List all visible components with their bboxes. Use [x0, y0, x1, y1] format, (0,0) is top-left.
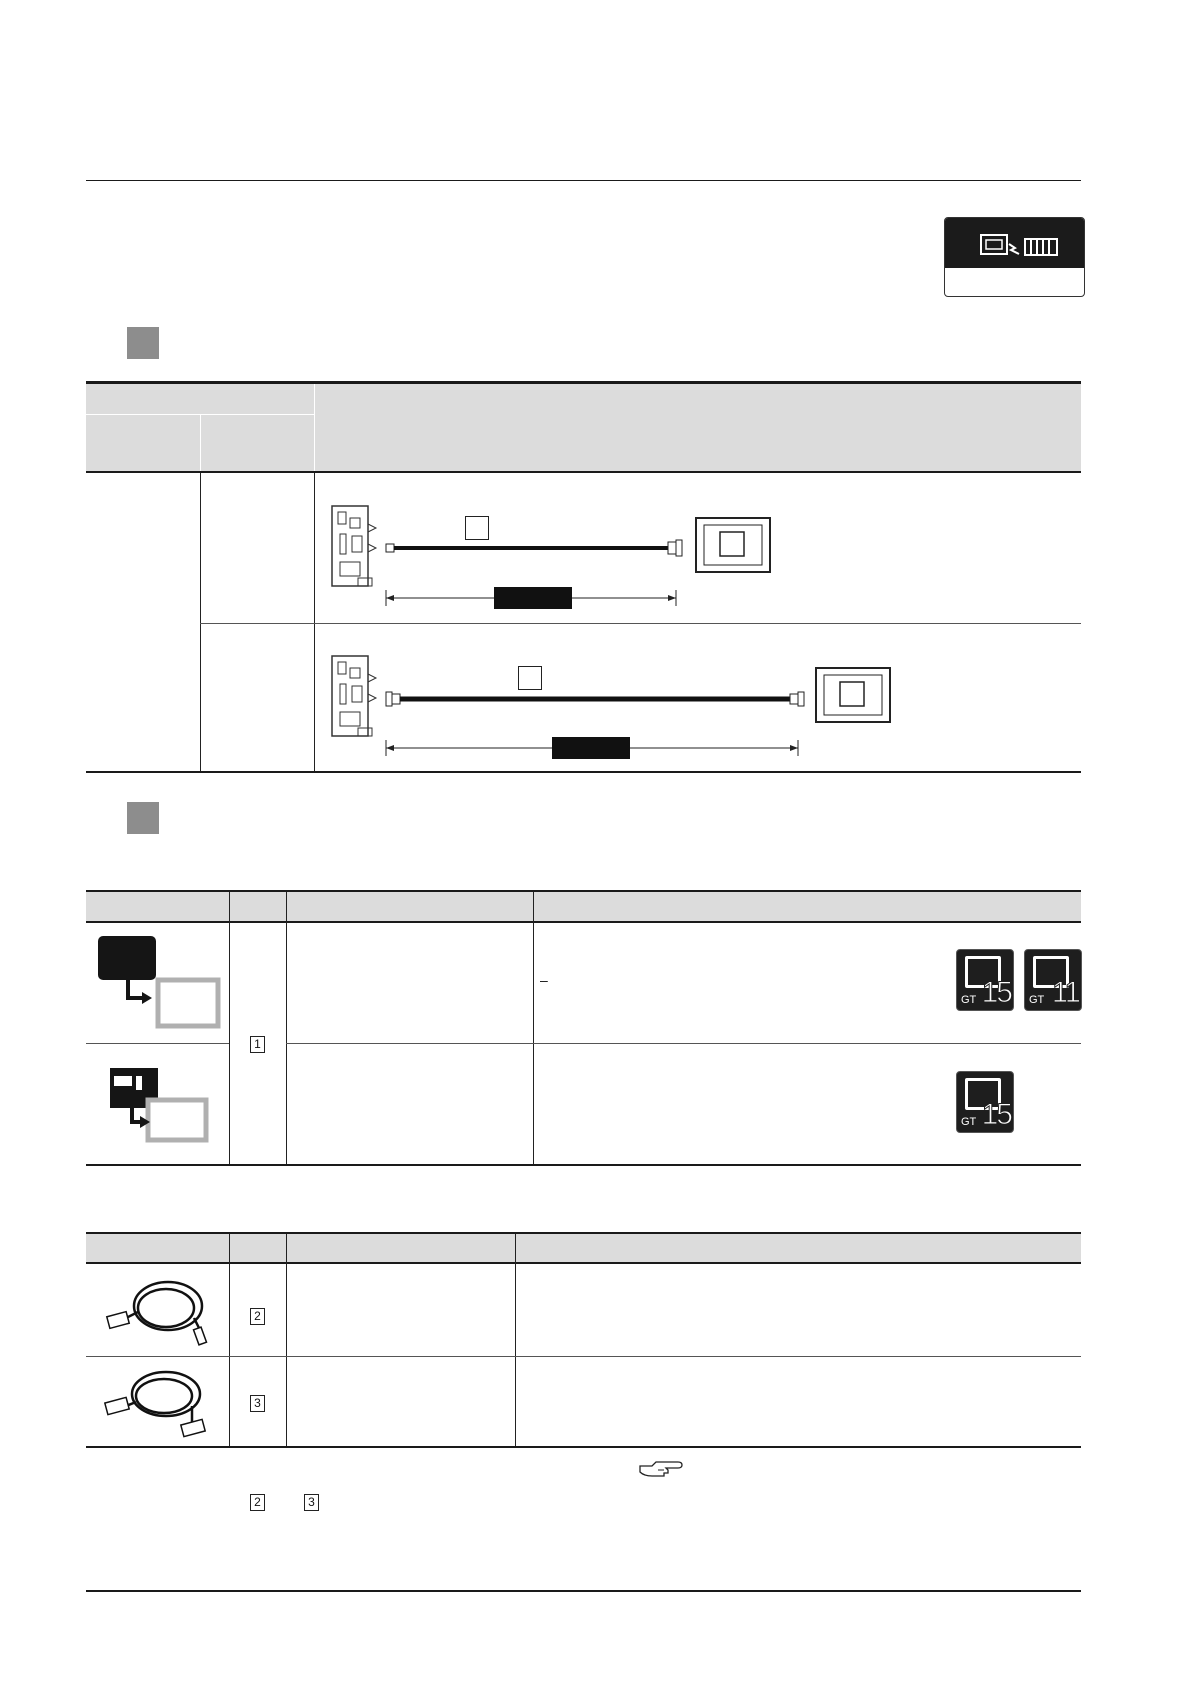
- connection-type-badge: [944, 217, 1085, 297]
- unit-illustration-2: [104, 1066, 214, 1156]
- got-unit-illustration: [696, 518, 770, 572]
- system-diagram-row-2: [328, 650, 908, 762]
- table3-header: [86, 1234, 1081, 1262]
- top-rule: [86, 180, 1081, 181]
- unit-dash: –: [540, 972, 548, 988]
- section-marker-2: [127, 802, 159, 834]
- gt15-compat-icon-row-2: GT 15: [956, 1071, 1014, 1133]
- section-marker-1: [127, 327, 159, 359]
- unit-illustration-1: [94, 934, 224, 1034]
- unit-number-box: 1: [250, 1036, 265, 1053]
- cable-length-box: [552, 737, 630, 759]
- table3-bottom-rule: [86, 1446, 1081, 1448]
- plc-board-illustration: [332, 506, 376, 586]
- cable-length-box: [494, 587, 572, 609]
- reference-hand-icon: [638, 1458, 684, 1480]
- table2-header-rule: [86, 921, 1081, 923]
- cable-number-box-row-2: [518, 666, 542, 690]
- plc-board-illustration: [332, 656, 376, 736]
- table3-header-rule: [86, 1262, 1081, 1264]
- cable-number-box-2: 2: [250, 1308, 265, 1325]
- footnote-ref-box-2: 2: [250, 1494, 265, 1511]
- table1-header: [86, 384, 1081, 471]
- gt11-compat-icon: GT 11: [1024, 949, 1082, 1011]
- got-to-plc-icon: [979, 232, 1063, 258]
- table1-header-rule: [86, 471, 1081, 473]
- table2-header: [86, 892, 1081, 921]
- bottom-rule: [86, 1590, 1081, 1592]
- gt15-compat-icon: GT 15: [956, 949, 1014, 1011]
- cable-number-box-row-1: [465, 516, 489, 540]
- cable-illustration-1: [104, 1272, 214, 1352]
- cable-illustration-2: [104, 1362, 216, 1446]
- got-unit-illustration: [816, 668, 890, 722]
- table1-bottom-rule: [86, 771, 1081, 773]
- footnote-ref-box-3: 3: [304, 1494, 319, 1511]
- table2-bottom-rule: [86, 1164, 1081, 1166]
- cable-number-box-3: 3: [250, 1395, 265, 1412]
- system-diagram-row-1: [328, 500, 788, 612]
